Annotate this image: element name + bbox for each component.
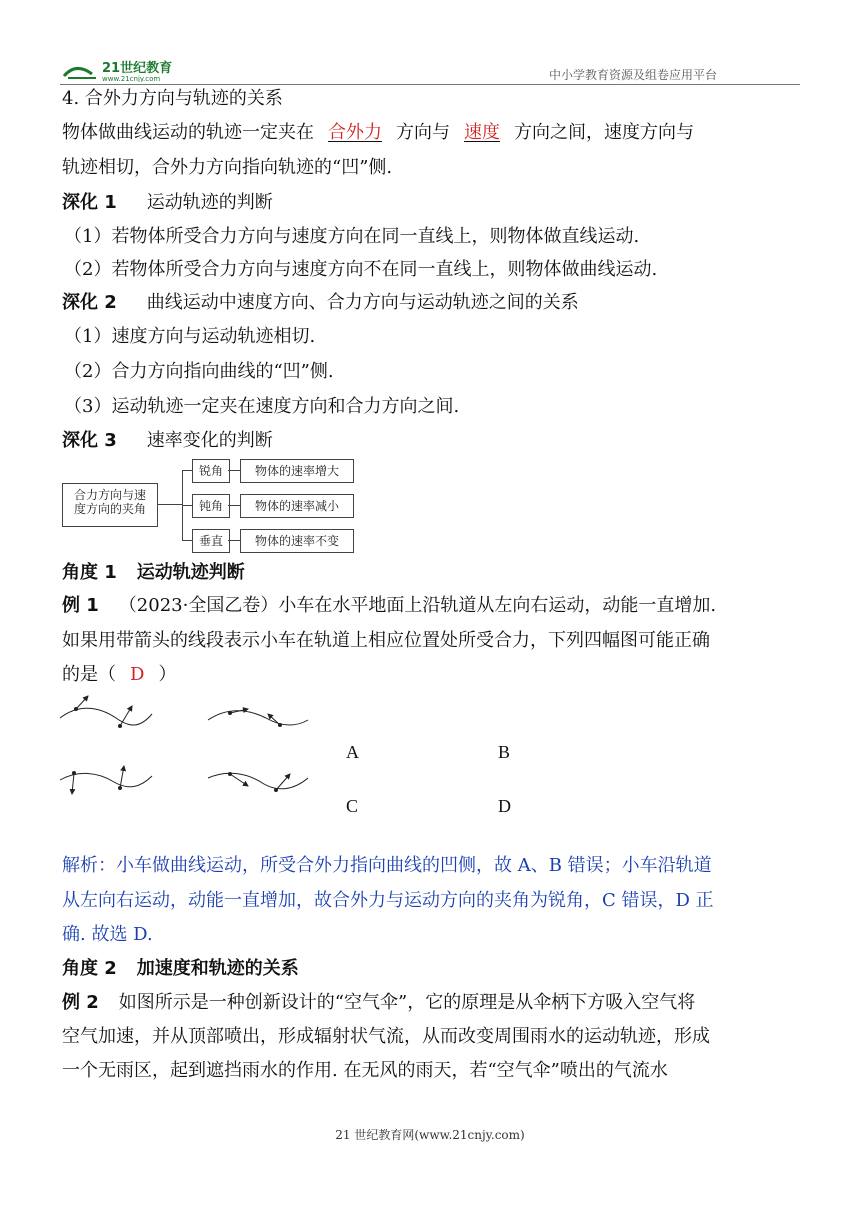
deepen2-item: （3）运动轨迹一定夹在速度方向和合力方向之间. (64, 396, 460, 417)
deepen1-item: （2）若物体所受合力方向与速度方向不在同一直线上，则物体做曲线运动. (64, 259, 658, 280)
example1-line (62, 662, 176, 688)
flow-result-box: 物体的速率减小 (240, 494, 354, 518)
figure-d (208, 772, 308, 792)
angle2-title: 加速度和轨迹的关系 (136, 958, 299, 979)
deepen1-heading (62, 190, 273, 216)
flow-connector (158, 504, 182, 505)
example1-line (62, 593, 716, 619)
deepen2-heading (62, 290, 579, 316)
flow-angle-box: 垂直 (192, 529, 230, 553)
blank-answer-1: 合外力 (328, 122, 382, 143)
flow-connector (228, 470, 240, 471)
flow-root-line: 度方向的夹角 (73, 502, 146, 516)
example1-text: （2023·全国乙卷）小车在水平地面上沿轨道从左向右运动，动能一直增加. (118, 595, 717, 616)
flow-connector (228, 505, 240, 506)
blank-answer-2: 速度 (464, 122, 500, 143)
flow-connector (182, 540, 192, 541)
intro-text-2: 方向与 (396, 122, 450, 143)
flow-connector (228, 540, 240, 541)
intro-text-1: 物体做曲线运动的轨迹一定夹在 (62, 122, 314, 143)
example1-label: 例 1 (62, 595, 99, 616)
angle1-title: 运动轨迹判断 (136, 562, 245, 583)
figure-c (60, 766, 152, 794)
flow-angle-box: 钝角 (192, 494, 230, 518)
intro-text-3: 方向之间，速度方向与 (514, 122, 694, 143)
page-footer: 21 世纪教育网(www.21cnjy.com) (335, 1128, 525, 1142)
angle1-heading (62, 560, 245, 586)
deepen2-title: 曲线运动中速度方向、合力方向与运动轨迹之间的关系 (146, 292, 579, 313)
example1-line: 如果用带箭头的线段表示小车在轨道上相应位置处所受合力，下列四幅图可能正确 (62, 630, 710, 651)
deepen3-label: 深化 3 (62, 430, 117, 451)
analysis-line: 解析：小车做曲线运动，所受合外力指向曲线的凹侧，故 A、B 错误；小车沿轨道 (62, 855, 712, 876)
figure-b (208, 709, 308, 727)
deepen1-label: 深化 1 (62, 192, 117, 213)
option-c: C (346, 796, 359, 816)
deepen3-title: 速率变化的判断 (146, 430, 273, 451)
intro-line-2: 轨迹相切，合外力方向指向轨迹的“凹”侧. (62, 157, 393, 178)
flow-result-box: 物体的速率不变 (240, 529, 354, 553)
deepen1-title: 运动轨迹的判断 (146, 192, 273, 213)
example2-label: 例 2 (62, 992, 99, 1013)
flow-connector (182, 470, 192, 471)
deepen2-item: （1）速度方向与运动轨迹相切. (64, 326, 316, 347)
flow-root-box (62, 483, 158, 527)
example1-text: 的是（ (62, 664, 116, 685)
analysis-line: 确. 故选 D. (62, 924, 153, 945)
figure-a (60, 696, 152, 728)
example2-text: 如图所示是一种创新设计的“空气伞”，它的原理是从伞柄下方吸入空气将 (118, 992, 696, 1013)
fill-blank-2 (450, 122, 514, 143)
angle2-heading (62, 956, 299, 982)
angle1-label: 角度 1 (62, 562, 117, 583)
logo-text: 21世纪教育 (102, 61, 173, 76)
deepen2-label: 深化 2 (62, 292, 117, 313)
flow-connector (182, 505, 192, 506)
angle2-label: 角度 2 (62, 958, 117, 979)
site-logo (62, 58, 222, 82)
header-divider (60, 84, 800, 85)
flow-result-box: 物体的速率增大 (240, 459, 354, 483)
deepen2-item: （2）合力方向指向曲线的“凹”侧. (64, 361, 334, 382)
example2-line: 一个无雨区，起到遮挡雨水的作用. 在无风的雨天，若“空气伞”喷出的气流水 (62, 1060, 668, 1081)
deepen3-heading (62, 428, 273, 454)
option-d: D (498, 796, 511, 816)
example2-line: 空气加速，并从顶部喷出，形成辐射状气流，从而改变周围雨水的运动轨迹，形成 (62, 1026, 710, 1047)
logo-url: www.21cnjy.com (102, 75, 161, 82)
intro-line-1 (62, 120, 694, 146)
fill-blank-1 (314, 122, 396, 143)
flow-angle-box: 锐角 (192, 459, 230, 483)
header-platform-text: 中小学教育资源及组卷应用平台 (548, 68, 717, 82)
flow-root-line: 合力方向与速 (73, 488, 146, 502)
example1-figures (58, 690, 318, 800)
example1-text: ） (158, 664, 177, 685)
example1-answer: D (130, 664, 145, 685)
section-title: 4. 合外力方向与轨迹的关系 (62, 88, 283, 109)
deepen1-item: （1）若物体所受合力方向与速度方向在同一直线上，则物体做直线运动. (64, 226, 640, 247)
option-b: B (498, 742, 511, 762)
option-a: A (346, 742, 359, 762)
example2-line (62, 990, 695, 1016)
analysis-line: 从左向右运动，动能一直增加，故合外力与运动方向的夹角为锐角，C 错误，D 正 (62, 890, 714, 911)
